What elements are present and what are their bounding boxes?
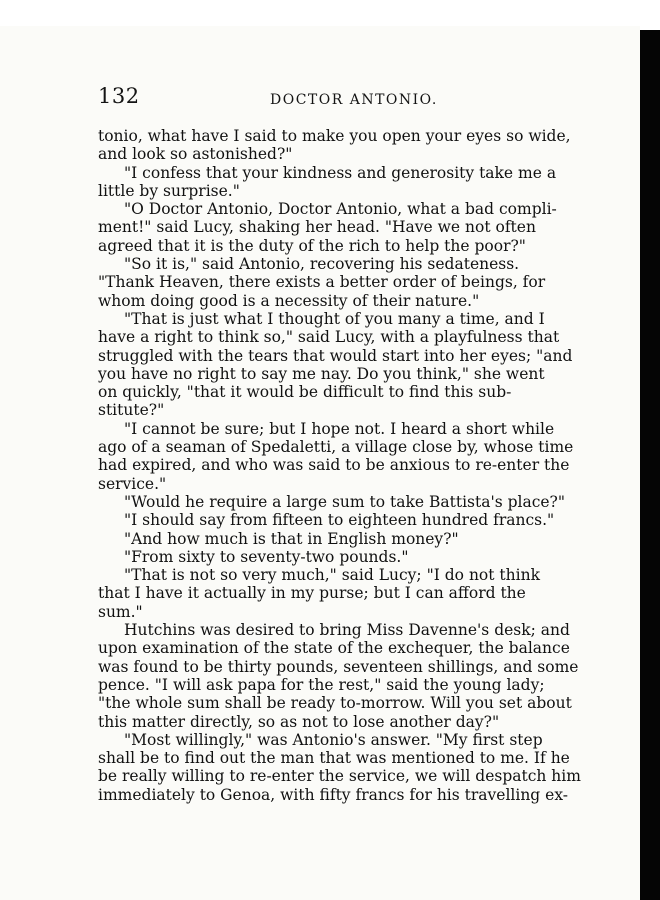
text-line: "Would he require a large sum to take Battista's place?" (124, 492, 566, 511)
text-line: Hutchins was desired to bring Miss Davenne's desk; and (124, 621, 570, 640)
page-edge-shadow (640, 30, 660, 900)
text-line: you have no right to say me nay. Do you think," she went (98, 364, 545, 383)
text-line: "So it is," said Antonio, recovering his sedateness. (124, 255, 520, 274)
text-line: whom doing good is a necessity of their nature." (98, 291, 480, 310)
text-line: "From sixty to seventy-two pounds." (124, 547, 409, 566)
text-line: struggled with the tears that would start into her eyes; "and (98, 346, 573, 365)
page-number: 132 (98, 84, 140, 108)
text-line: this matter directly, so as not to lose another day?" (98, 712, 500, 731)
running-title: DOCTOR ANTONIO. (270, 92, 438, 108)
text-line: agreed that it is the duty of the rich to help the poor?" (98, 236, 526, 255)
text-line: shall be to find out the man that was mentioned to me. If he (98, 749, 570, 768)
text-line: have a right to think so," said Lucy, with a playfulness that (98, 328, 560, 347)
text-line: "Thank Heaven, there exists a better order of beings, for (98, 273, 546, 292)
text-line: be really willing to re-enter the service, we will despatch him (98, 767, 581, 786)
body-text (98, 127, 581, 804)
text-line: "the whole sum shall be ready to-morrow. Will you set about (98, 694, 572, 713)
text-line: "Most willingly," was Antonio's answer. "My first step (124, 730, 543, 749)
text-line: stitute?" (98, 401, 165, 420)
text-line: ago of a seaman of Spedaletti, a village close by, whose time (98, 438, 574, 457)
text-line: "That is not so very much," said Lucy; "I do not think (124, 566, 540, 585)
text-line: that I have it actually in my purse; but I can afford the (98, 584, 526, 603)
text-line: service." (98, 474, 167, 493)
text-line: "I should say from fifteen to eighteen hundred francs." (124, 511, 555, 530)
text-line: was found to be thirty pounds, seventeen shillings, and some (98, 657, 579, 676)
text-line: "And how much is that in English money?" (124, 529, 459, 548)
text-line: "That is just what I thought of you many a time, and I (124, 309, 545, 328)
text-line: pence. "I will ask papa for the rest," said the young lady; (98, 675, 545, 694)
text-line: sum." (98, 602, 143, 621)
text-line: immediately to Genoa, with fifty francs for his travelling ex- (98, 785, 569, 804)
text-line: and look so astonished?" (98, 145, 293, 164)
text-line: "O Doctor Antonio, Doctor Antonio, what a bad compli- (124, 200, 557, 219)
text-line: "I confess that your kindness and generosity take me a (124, 163, 557, 182)
text-line: ment!" said Lucy, shaking her head. "Have we not often (98, 218, 536, 237)
text-line: on quickly, "that it would be difficult to find this sub- (98, 383, 512, 402)
text-line: "I cannot be sure; but I hope not. I heard a short while (124, 419, 555, 438)
text-line: had expired, and who was said to be anxious to re-enter the (98, 456, 570, 475)
text-line: upon examination of the state of the exchequer, the balance (98, 639, 570, 658)
text-line: little by surprise." (98, 181, 240, 200)
text-line: tonio, what have I said to make you open your eyes so wide, (98, 127, 571, 145)
